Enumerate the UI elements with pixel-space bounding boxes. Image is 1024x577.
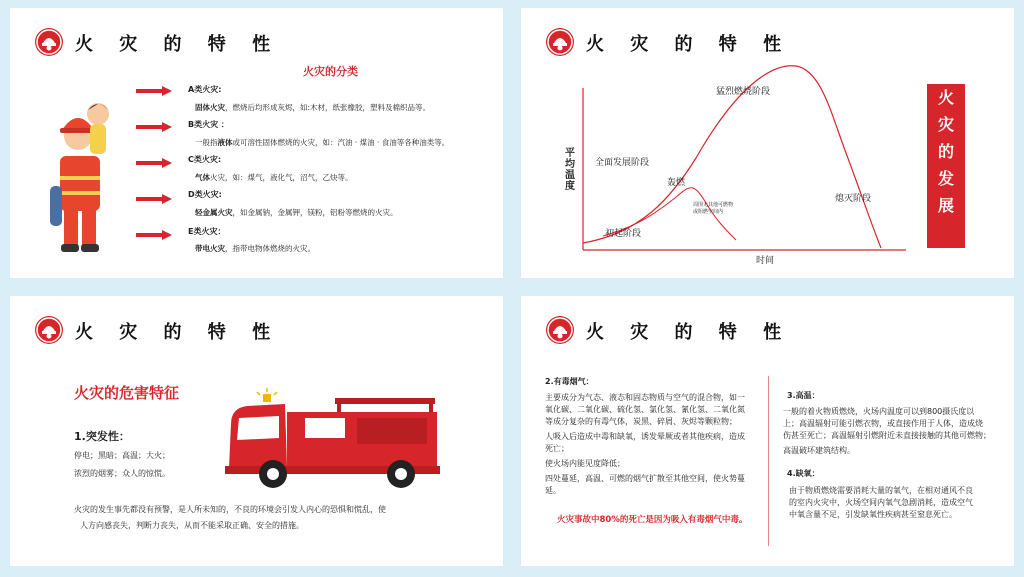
text-line: 人吸入后造成中毒和缺氧，诱发晕厥或者其他疾病，造成 [545,432,745,441]
text-line: 使火场内能见度降低； [545,459,625,468]
text-line: 等成分复杂的有毒气体，炭黑、碎屑、灰烬等颗粒物； [545,417,737,426]
firefighter-logo-icon [35,28,63,56]
slide-fire-classification[interactable] [10,8,503,278]
class-a-label: A类火灾: [188,85,222,94]
x-axis-label: 时间 [756,256,775,266]
slide-fire-development[interactable] [521,8,1014,278]
high-temp-title: 3.高温： [787,391,820,400]
decay-stage-label: 熄灭阶段 [835,194,872,204]
arrow-right-icon [136,194,172,204]
text-line: 四处蔓延，高温、可燃的烟气扩散至其他空间，使火势蔓 [545,474,745,483]
class-d-desc: 轻金属火灾，如金属钠，金属钾，镁粉，铝粉等燃烧的火灾。 [195,208,398,217]
hazard-paragraph-1: 火灾的发生事先都没有预警，是人所未知的，不良的环境会引发人内心的恐惧和慌乱，使 [74,505,386,514]
text-line: 的室内火灾中，火场空间内氧气急剧消耗，造成空气 [789,498,973,507]
high-temp-text [783,406,1008,457]
classification-heading: 火灾的分类 [303,65,358,78]
text-line: 延。 [545,486,561,495]
oxygen-deficiency-text [789,485,1011,521]
slide-fire-hazards[interactable] [10,296,503,566]
side-title-char: 的 [937,142,954,161]
side-title-char: 灾 [937,115,954,134]
firefighter-logo-icon [546,316,574,344]
class-c-label: C类火灾: [188,155,222,164]
side-title-char: 火 [937,88,954,107]
suddenness-line-2: 浓烈的烟雾；众人的惊慌。 [74,469,170,478]
text-line: 死亡； [545,444,569,453]
oxygen-deficiency-title: 4.缺氧： [787,469,820,478]
note-label-1: 周围无其他可燃物 [693,202,734,208]
page-title: 火 灾 的 特 性 [75,34,281,55]
toxic-smoke-emphasis: 火灾事故中80%的死亡是因为吸入有毒烟气中毒。 [557,515,748,525]
full-development-label: 全面发展阶段 [595,158,650,168]
arrow-right-icon [136,86,172,96]
text-line: 上；高温辐射可能引燃衣物，或直接作用于人体，造成烧 [783,419,983,428]
hazard-heading: 火灾的危害特征 [74,384,180,402]
text-line: 伤甚至死亡；高温辐射引燃附近未直接接触的其他可燃物； [783,431,991,440]
class-a-desc: 固体火灾，燃烧后均形成灰烬，如:木材，纸张橡胶，塑料及棉织品等。 [195,103,431,112]
arrow-right-icon [136,122,172,132]
side-title-char: 发 [937,169,954,188]
page-title: 火 灾 的 特 性 [75,322,281,343]
column-divider [768,376,769,546]
fire-development-diagram [521,8,921,278]
text-line: 中氧含量不足，引发缺氧性疾病甚至窒息死亡。 [789,510,957,519]
flashover-label: 轰燃 [667,178,686,188]
text-line: 由于物质燃烧需要消耗大量的氧气，在相对通风不良 [789,486,973,495]
text-line: 主要成分为气态、液态和固态物质与空气的混合物，如一 [545,393,745,402]
class-e-label: E类火灾： [188,227,226,236]
early-stage-label: 初起阶段 [605,229,642,239]
side-title-char: 展 [937,196,954,215]
peak-stage-label: 猛烈燃烧阶段 [716,87,771,97]
suddenness-subtitle: 1.突发性： [74,430,130,443]
class-e-desc: 带电火灾，指带电物体燃烧的火灾。 [195,244,315,253]
fire-truck-illustration [225,388,445,493]
hazard-paragraph-2: 人方向感丧失，判断力丧失，从而不能采取正确、安全的措施。 [80,521,304,530]
page-title: 火 灾 的 特 性 [586,34,792,55]
toxic-smoke-text [545,392,767,497]
page-title: 火 灾 的 特 性 [586,322,792,343]
slide-fire-hazards-detail[interactable] [521,296,1014,566]
arrow-right-icon [136,158,172,168]
y-axis-label: 平均温度 [565,148,575,192]
note-label-2: 或阻燃空间内 [693,209,724,215]
class-b-desc: 一般指液体或可溶性固体燃烧的火灾，如：汽油 · 煤油 · 食油等各种油类等。 [195,138,450,147]
class-d-label: D类火灾: [188,190,222,199]
side-title-bar [927,84,965,248]
text-line: 高温破坏建筑结构。 [783,446,855,455]
suddenness-line-1: 停电；黑暗；高温；大火； [74,451,170,460]
text-line: 氧化碳、二氧化碳、硫化氢、氯化氢、氰化氢、二氧化氮 [545,405,745,414]
firefighter-illustration [38,86,118,256]
firefighter-logo-icon [35,316,63,344]
arrow-right-icon [136,230,172,240]
text-line: 一般的着火物质燃烧，火场内温度可以到800摄氏度以 [783,407,975,416]
class-c-desc: 气体火灾，如：煤气，液化气，沼气，乙炔等。 [195,173,353,182]
toxic-smoke-title: 2.有毒烟气： [545,377,594,386]
class-b-label: B类火灾 ： [188,120,229,129]
